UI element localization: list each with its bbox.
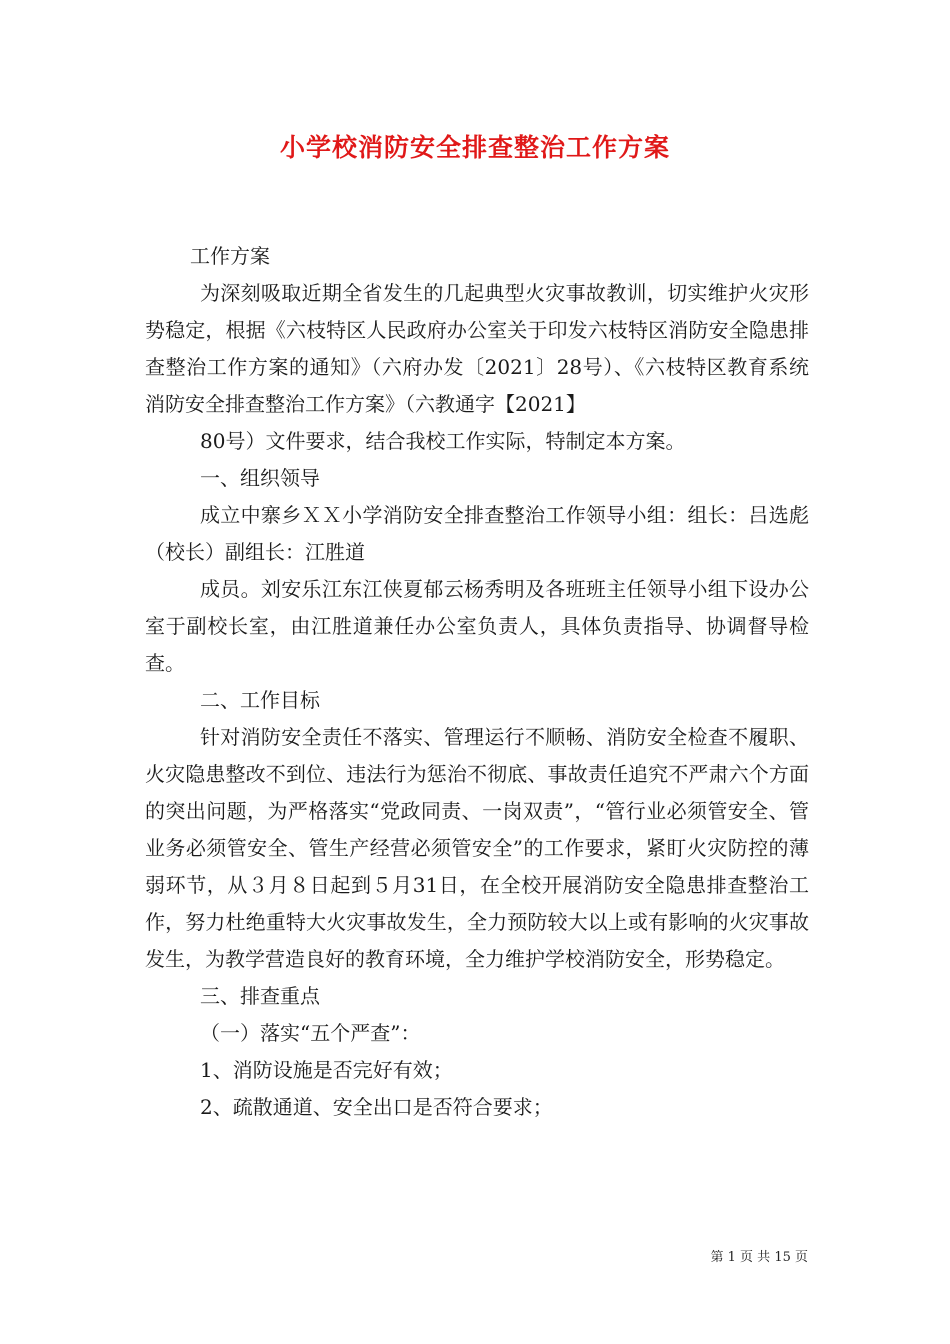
list-item: 2、疏散通道、安全出口是否符合要求； xyxy=(200,1095,553,1119)
section-heading: 二、工作目标 xyxy=(200,688,320,712)
document-body xyxy=(145,238,809,1126)
paragraph: 80号）文件要求，结合我校工作实际，特制定本方案。 xyxy=(200,429,686,453)
section-heading: 三、排查重点 xyxy=(200,984,320,1008)
paragraph: 成立中寨乡ＸＸ小学消防安全排查整治工作领导小组：组长：吕选彪（校长）副组长：江胜道 xyxy=(145,503,809,564)
paragraph: 针对消防安全责任不落实、管理运行不顺畅、消防安全检查不履职、火灾隐患整改不到位、违法行为惩治不彻底、事故责任追究不严肃六个方面的突出问题，为严格落实“党政同责、一岗双责”，“管行业必须管安全、管业务必须管安全、管生产经营必须管安全”的工作要求，紧盯火灾防控的薄弱环节，从３月８日起到５月31日，在全校开展消防安全隐患排查整治工作，努力杜绝重特大火灾事故发生，全力预防较大以上或有影响的火灾事故发生，为教学营造良好的教育环境，全力维护学校消防安全，形势稳定。 xyxy=(145,725,809,971)
section-heading: 一、组织领导 xyxy=(200,466,320,490)
list-item: 1、消防设施是否完好有效； xyxy=(200,1058,453,1082)
paragraph: 成员。刘安乐江东江侠夏郁云杨秀明及各班班主任领导小组下设办公室于副校长室，由江胜道兼任办公室负责人，具体负责指导、协调督导检查。 xyxy=(145,577,809,675)
paragraph: 工作方案 xyxy=(190,244,270,268)
page-number-footer: 第 1 页 共 15 页 xyxy=(710,1250,808,1265)
subsection-heading: （一）落实“五个严查”： xyxy=(200,1021,421,1045)
paragraph: 为深刻吸取近期全省发生的几起典型火灾事故教训，切实维护火灾形势稳定，根据《六枝特区人民政府办公室关于印发六枝特区消防安全隐患排查整治工作方案的通知》（六府办发〔2021〕28号）、《六枝特区教育系统消防安全排查整治工作方案》（六教通字【2021】 xyxy=(145,281,809,416)
document-title: 小学校消防安全排查整治工作方案 xyxy=(279,133,670,162)
